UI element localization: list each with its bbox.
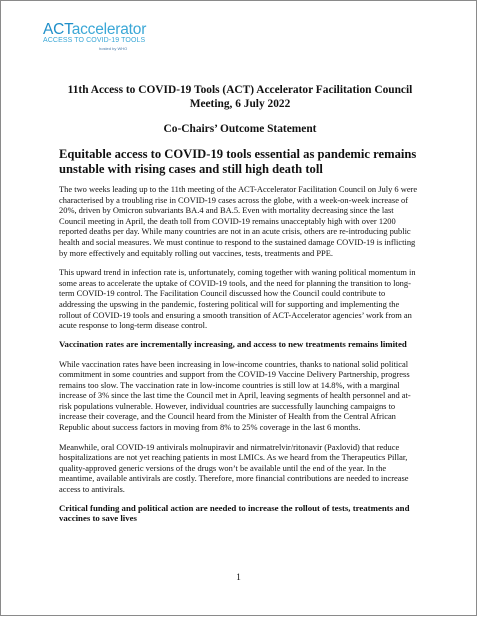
logo-wordmark: ACTaccelerator [43, 21, 147, 38]
act-accelerator-logo [43, 22, 173, 51]
paragraph: This upward trend in infection rate is, unfortunately, coming together with waning political momentum in some areas to accelerate the uptake of COVID-19 tools, and the need for planning the transition to long-term COVID-19 control. The Facilitation Council discussed how the Council could contribute to addressing the upswing in the pandemic, fostering political will for supporting and implementing the rollout of COVID-19 tools and ensuring a smooth transition of ACT-Accelerator agencies’ work from an acute response to long-term disease control. [59, 267, 416, 331]
page-number: 1 [236, 573, 241, 583]
section-subheading: Critical funding and political action are needed to increase the rollout of tests, treatments and vaccines to save lives [59, 502, 410, 524]
logo-tagline: ACCESS TO COVID-19 TOOLS [43, 37, 146, 44]
section-headline: Equitable access to COVID-19 tools essential as pandemic remains unstable with rising cases and still high death toll [59, 147, 417, 176]
document-body [59, 83, 421, 524]
document-subtitle: Co-Chairs’ Outcome Statement [163, 123, 317, 135]
document-title: 11th Access to COVID-19 Tools (ACT) Accelerator Facilitation Council Meeting, 6 July 2022 [67, 84, 413, 110]
paragraph: While vaccination rates have been increasing in low-income countries, thanks to national solid political commitment in some countries and support from the COVID-19 Vaccine Delivery Partnership, progress remains too slow. The vaccination rate in low-income countries is still low at 14.8%, with a marginal increase of 3% since the last time the Council met in April, leaving segments of health personnel and at-risk populations vulnerable. However, individual countries are successfully launching campaigns to increase their coverage, and the Council heard from the Minister of Health from the Central African Republic about success factors in moving from 8% to 25% coverage in the last 6 months. [59, 358, 411, 433]
section-subheading: Vaccination rates are incrementally increasing, and access to new treatments remains limited [59, 338, 407, 349]
logo-hosted-by: hosted by WHO [99, 46, 128, 51]
paragraph: Meanwhile, oral COVID-19 antivirals molnupiravir and nirmatrelvir/ritonavir (Paxlovid) that reduce hospitalizations are not yet reaching patients in most LMICs. As we heard from the Therapeutics Pillar, quality-approved generic versions of the drugs won’t be available until the end of the year. In the meantime, available antivirals are costly. Therefore, more financial contributions are needed to increase access to antivirals. [59, 441, 409, 495]
paragraph: The two weeks leading up to the 11th meeting of the ACT-Accelerator Facilitation Council on July 6 were characterised by a troubling rise in COVID-19 cases across the globe, with a week-on-week increase of 20%, driven by Omicron subvariants BA.4 and BA.5. Even with mortality decreasing since the last Council meeting in April, the death toll from COVID-19 remains unacceptably high with over 1200 reported deaths per day. While many countries are not in an acute crisis, others are re-introducing public health and social measures. We must continue to respond to the sustained damage COVID-19 is inflicting by more effectively and equitably rolling out vaccines, tests, treatments and PPE. [59, 184, 418, 258]
